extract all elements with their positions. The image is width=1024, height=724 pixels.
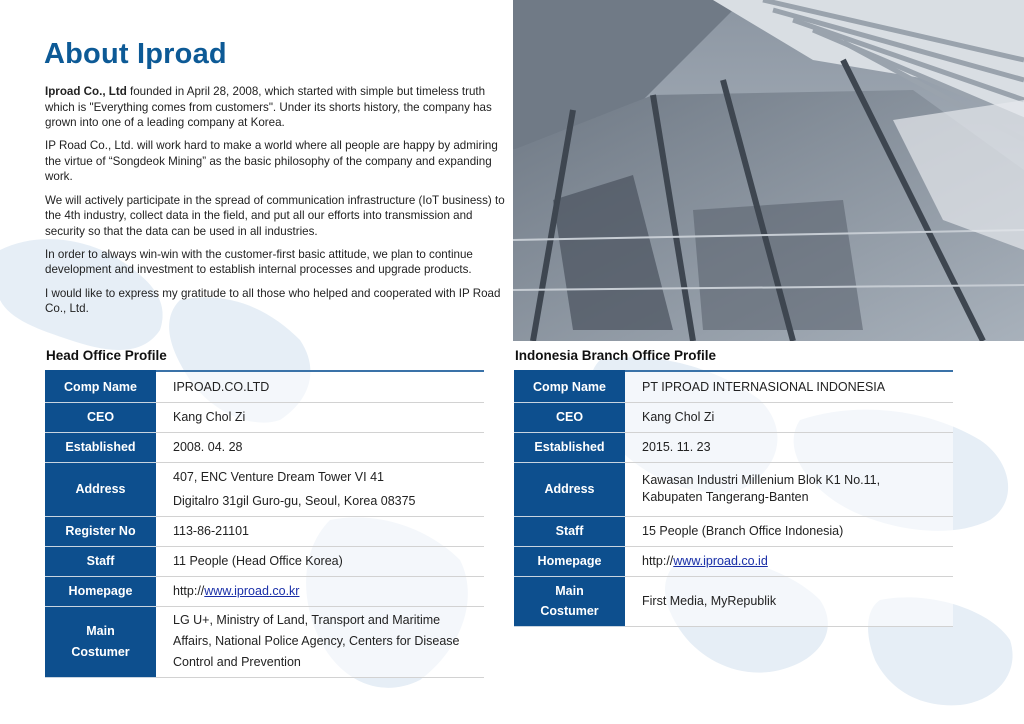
table-row: [514, 402, 953, 432]
branch-office-heading: Indonesia Branch Office Profile: [515, 348, 717, 363]
value-established: 2008. 04. 28: [156, 432, 484, 462]
value-main-costumer: First Media, MyRepublik: [625, 576, 953, 626]
value-address: [156, 462, 484, 516]
table-row: [45, 402, 484, 432]
table-row: [45, 546, 484, 576]
label-costumer: Costumer: [71, 644, 130, 659]
main-costumer-line-2: Affairs, National Police Agency, Centers for Disease: [173, 634, 460, 648]
address-line-2: Digitalro 31gil Guro-gu, Seoul, Korea 08375: [173, 494, 416, 508]
label-homepage: Homepage: [45, 576, 156, 606]
label-staff: Staff: [514, 516, 625, 546]
value-register-no: 113-86-21101: [156, 516, 484, 546]
intro-paragraph-5: I would like to express my gratitude to all those who helped and cooperated with IP Road Co., Ltd.: [45, 286, 501, 316]
main-costumer-line-1: LG U+, Ministry of Land, Transport and Maritime: [173, 613, 441, 627]
label-ceo: CEO: [45, 402, 156, 432]
homepage-prefix: http://: [642, 554, 674, 568]
value-staff: 11 People (Head Office Korea): [156, 546, 484, 576]
intro-paragraph-4: In order to always win-win with the customer-first basic attitude, we plan to continue development and investment to establish internal processes and upgrade products.: [45, 247, 473, 277]
table-row: [514, 462, 953, 516]
label-ceo: CEO: [514, 402, 625, 432]
intro-paragraph-1-text: founded in April 28, 2008, which started with simple but timeless truth which is "Everything comes from customers". Under its shorts history, the company has grown into one of a leading company at Korea.: [45, 85, 492, 130]
label-main: Main: [555, 584, 584, 598]
address-line-1: Kawasan Industri Millenium Blok K1 No.11,: [642, 473, 881, 487]
value-staff: 15 People (Branch Office Indonesia): [625, 516, 953, 546]
value-ceo: Kang Chol Zi: [156, 402, 484, 432]
head-office-heading: Head Office Profile: [46, 348, 167, 363]
homepage-link[interactable]: www.iproad.co.id: [673, 554, 768, 568]
table-row: [514, 546, 953, 576]
value-ceo: Kang Chol Zi: [625, 402, 953, 432]
label-established: Established: [514, 432, 625, 462]
intro-paragraph-2: IP Road Co., Ltd. will work hard to make a world where all people are happy by admiring the virtue of “Songdeok Mining” as the basic philosophy of the company and expanding work.: [45, 139, 498, 184]
table-row: [45, 606, 484, 677]
label-homepage: Homepage: [514, 546, 625, 576]
label-register-no: Register No: [45, 516, 156, 546]
address-line-1: 407, ENC Venture Dream Tower VI 41: [173, 470, 384, 484]
address-line-2: Kabupaten Tangerang-Banten: [642, 490, 809, 504]
label-comp-name: Comp Name: [514, 371, 625, 402]
intro-text: [45, 84, 505, 324]
value-comp-name: IPROAD.CO.LTD: [156, 371, 484, 402]
value-address: [625, 462, 953, 516]
head-office-table: [45, 370, 484, 678]
table-row: [45, 516, 484, 546]
value-homepage: [625, 546, 953, 576]
label-main: Main: [86, 623, 115, 638]
label-comp-name: Comp Name: [45, 371, 156, 402]
page-title: About Iproad: [44, 38, 227, 70]
table-row: [45, 432, 484, 462]
intro-paragraph-1: [45, 84, 505, 131]
branch-office-table: [514, 370, 953, 627]
table-row: [45, 462, 484, 516]
table-row: [45, 371, 484, 402]
building-photo: [513, 0, 1024, 341]
value-established: 2015. 11. 23: [625, 432, 953, 462]
label-established: Established: [45, 432, 156, 462]
homepage-prefix: http://: [173, 584, 205, 598]
label-staff: Staff: [45, 546, 156, 576]
value-comp-name: PT IPROAD INTERNASIONAL INDONESIA: [625, 371, 953, 402]
table-row: [514, 576, 953, 626]
value-main-costumer: [156, 606, 484, 677]
table-row: [514, 371, 953, 402]
label-main-costumer: [45, 606, 156, 677]
table-row: [514, 432, 953, 462]
label-main-costumer: [514, 576, 625, 626]
label-address: Address: [45, 462, 156, 516]
company-name: Iproad Co., Ltd: [45, 85, 127, 98]
table-row: [45, 576, 484, 606]
homepage-link[interactable]: www.iproad.co.kr: [204, 584, 300, 598]
label-costumer: Costumer: [540, 604, 599, 618]
main-costumer-line-3: Control and Prevention: [173, 655, 301, 669]
table-row: [514, 516, 953, 546]
value-homepage: [156, 576, 484, 606]
label-address: Address: [514, 462, 625, 516]
intro-paragraph-3: We will actively participate in the spread of communication infrastructure (IoT business) to the 4th industry, collect data in the field, and put all our efforts into transmission and security so that the data can be used in all industries.: [45, 193, 505, 238]
